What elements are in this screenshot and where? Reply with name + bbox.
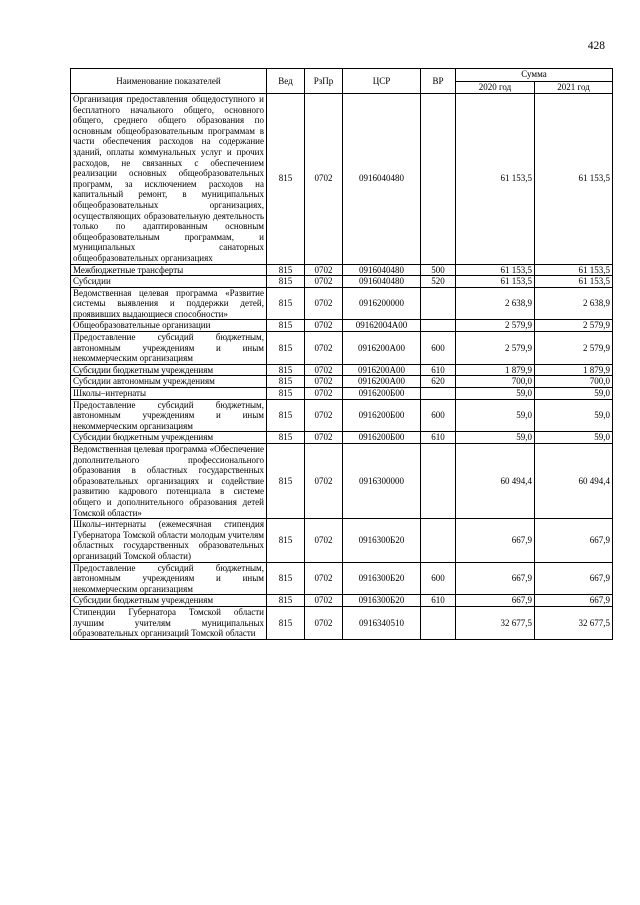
- table-row: [71, 388, 613, 400]
- row-ved: 815: [267, 519, 305, 562]
- row-rzpr: 0702: [305, 320, 343, 332]
- row-ved: 815: [267, 595, 305, 607]
- table-row: [71, 264, 613, 276]
- table-row: [71, 364, 613, 376]
- row-name: Субсидии автономным учреждениям: [71, 376, 267, 388]
- row-csr: 0916340510: [343, 606, 421, 639]
- row-sum-2021: 667,9: [535, 519, 613, 562]
- row-rzpr: 0702: [305, 287, 343, 320]
- row-vr: [421, 287, 456, 320]
- table-row: [71, 287, 613, 320]
- header-sum: Сумма: [456, 69, 613, 82]
- row-sum-2020: 667,9: [456, 595, 535, 607]
- table-row: [71, 376, 613, 388]
- row-sum-2020: 700,0: [456, 376, 535, 388]
- row-vr: [421, 320, 456, 332]
- row-sum-2021: 59,0: [535, 399, 613, 432]
- budget-table: [70, 68, 613, 640]
- row-ved: 815: [267, 287, 305, 320]
- row-ved: 815: [267, 388, 305, 400]
- row-csr: 0916200А00: [343, 376, 421, 388]
- row-rzpr: 0702: [305, 276, 343, 288]
- row-sum-2021: 60 494,4: [535, 444, 613, 519]
- row-name: Школы–интернаты: [71, 388, 267, 400]
- row-vr: 600: [421, 399, 456, 432]
- header-name: Наименование показателей: [71, 69, 267, 94]
- table-row: [71, 562, 613, 595]
- table-row: [71, 606, 613, 639]
- header-2021: 2021 год: [535, 81, 613, 94]
- row-ved: 815: [267, 562, 305, 595]
- row-sum-2021: 61 153,5: [535, 264, 613, 276]
- row-rzpr: 0702: [305, 364, 343, 376]
- row-csr: 0916040480: [343, 264, 421, 276]
- header-2020: 2020 год: [456, 81, 535, 94]
- row-sum-2021: 59,0: [535, 432, 613, 444]
- table-body: [71, 94, 613, 640]
- row-ved: 815: [267, 332, 305, 365]
- row-sum-2020: 61 153,5: [456, 276, 535, 288]
- row-ved: 815: [267, 606, 305, 639]
- row-rzpr: 0702: [305, 562, 343, 595]
- row-vr: [421, 519, 456, 562]
- row-name: Организация предоставления общедоступного и бесплатного начального общего, основного общего, среднего общего образования по основным общеобразовательным программам в части обеспечения расходов на содержание зданий, оплаты коммунальных услуг и прочих расходов, не связанных с обеспечением реализации основных общеобразовательных программ, за исключением расходов на капитальный ремонт, в муниципальных общеобразовательных организациях, осуществляющих образовательную деятельность только по адаптированным основным общеобразовательным программам, и муниципальных санаторных общеобразовательных организациях: [71, 94, 267, 265]
- row-vr: 610: [421, 364, 456, 376]
- row-csr: 0916040480: [343, 276, 421, 288]
- row-csr: 0916200Б00: [343, 399, 421, 432]
- row-sum-2020: 2 579,9: [456, 332, 535, 365]
- row-csr: 0916300Б20: [343, 519, 421, 562]
- row-sum-2020: 667,9: [456, 562, 535, 595]
- row-sum-2021: 1 879,9: [535, 364, 613, 376]
- row-sum-2021: 61 153,5: [535, 276, 613, 288]
- row-vr: 610: [421, 432, 456, 444]
- row-ved: 815: [267, 399, 305, 432]
- table-row: [71, 399, 613, 432]
- row-sum-2021: 32 677,5: [535, 606, 613, 639]
- row-name: Предоставление субсидий бюджетным, автономным учреждениям и иным некоммерческим организациям: [71, 562, 267, 595]
- row-vr: 610: [421, 595, 456, 607]
- row-rzpr: 0702: [305, 399, 343, 432]
- row-sum-2020: 2 579,9: [456, 320, 535, 332]
- row-vr: 620: [421, 376, 456, 388]
- row-sum-2020: 2 638,9: [456, 287, 535, 320]
- table-row: [71, 444, 613, 519]
- row-ved: 815: [267, 94, 305, 265]
- header-csr: ЦСР: [343, 69, 421, 94]
- row-name: Субсидии бюджетным учреждениям: [71, 364, 267, 376]
- row-sum-2020: 59,0: [456, 432, 535, 444]
- row-ved: 815: [267, 444, 305, 519]
- table-header: [71, 69, 613, 94]
- row-sum-2020: 667,9: [456, 519, 535, 562]
- header-vr: ВР: [421, 69, 456, 94]
- row-csr: 0916200А00: [343, 364, 421, 376]
- row-sum-2020: 59,0: [456, 388, 535, 400]
- row-name: Ведомственная целевая программа «Обеспечение дополнительного профессионального образования в областных государственных образовательных организациях и содействие развитию кадрового потенциала в системе общего и дополнительного образования детей Томской области»: [71, 444, 267, 519]
- row-sum-2021: 2 579,9: [535, 332, 613, 365]
- row-name: Предоставление субсидий бюджетным, автономным учреждениям и иным некоммерческим организациям: [71, 399, 267, 432]
- row-ved: 815: [267, 432, 305, 444]
- row-vr: 600: [421, 332, 456, 365]
- row-name: Ведомственная целевая программа «Развитие системы выявления и поддержки детей, проявивших выдающиеся способности»: [71, 287, 267, 320]
- row-rzpr: 0702: [305, 595, 343, 607]
- table-row: [71, 595, 613, 607]
- row-csr: 0916300Б20: [343, 595, 421, 607]
- table-row: [71, 332, 613, 365]
- row-csr: 0916200Б00: [343, 432, 421, 444]
- row-rzpr: 0702: [305, 606, 343, 639]
- row-csr: 0916200Б00: [343, 388, 421, 400]
- table-row: [71, 432, 613, 444]
- row-rzpr: 0702: [305, 388, 343, 400]
- row-csr: 0916300Б20: [343, 562, 421, 595]
- row-csr: 0916200000: [343, 287, 421, 320]
- row-ved: 815: [267, 264, 305, 276]
- row-rzpr: 0702: [305, 264, 343, 276]
- row-sum-2020: 60 494,4: [456, 444, 535, 519]
- row-csr: 0916040480: [343, 94, 421, 265]
- row-sum-2021: 667,9: [535, 595, 613, 607]
- row-name: Общеобразовательные организации: [71, 320, 267, 332]
- row-sum-2020: 32 677,5: [456, 606, 535, 639]
- row-sum-2020: 59,0: [456, 399, 535, 432]
- table-row: [71, 94, 613, 265]
- row-sum-2020: 61 153,5: [456, 264, 535, 276]
- page-number: 428: [587, 40, 605, 52]
- row-rzpr: 0702: [305, 94, 343, 265]
- row-sum-2021: 2 579,9: [535, 320, 613, 332]
- row-rzpr: 0702: [305, 376, 343, 388]
- row-csr: 09162004А00: [343, 320, 421, 332]
- row-rzpr: 0702: [305, 519, 343, 562]
- row-sum-2021: 700,0: [535, 376, 613, 388]
- row-csr: 0916300000: [343, 444, 421, 519]
- row-name: Субсидии бюджетным учреждениям: [71, 432, 267, 444]
- row-vr: [421, 388, 456, 400]
- table-row: [71, 276, 613, 288]
- row-sum-2020: 61 153,5: [456, 94, 535, 265]
- header-rzpr: РзПр: [305, 69, 343, 94]
- row-vr: 500: [421, 264, 456, 276]
- row-vr: [421, 94, 456, 265]
- row-sum-2021: 2 638,9: [535, 287, 613, 320]
- row-vr: 600: [421, 562, 456, 595]
- row-name: Субсидии бюджетным учреждениям: [71, 595, 267, 607]
- row-ved: 815: [267, 376, 305, 388]
- row-vr: [421, 606, 456, 639]
- row-name: Межбюджетные трансферты: [71, 264, 267, 276]
- row-ved: 815: [267, 276, 305, 288]
- table-row: [71, 519, 613, 562]
- header-ved: Вед: [267, 69, 305, 94]
- row-vr: [421, 444, 456, 519]
- row-rzpr: 0702: [305, 332, 343, 365]
- row-rzpr: 0702: [305, 432, 343, 444]
- row-ved: 815: [267, 320, 305, 332]
- row-sum-2021: 59,0: [535, 388, 613, 400]
- row-ved: 815: [267, 364, 305, 376]
- table-row: [71, 320, 613, 332]
- row-sum-2021: 61 153,5: [535, 94, 613, 265]
- row-sum-2020: 1 879,9: [456, 364, 535, 376]
- row-vr: 520: [421, 276, 456, 288]
- row-sum-2021: 667,9: [535, 562, 613, 595]
- row-name: Субсидии: [71, 276, 267, 288]
- row-name: Предоставление субсидий бюджетным, автономным учреждениям и иным некоммерческим организациям: [71, 332, 267, 365]
- row-name: Стипендии Губернатора Томской области лучшим учителям муниципальных образовательных организаций Томской области: [71, 606, 267, 639]
- row-name: Школы–интернаты (ежемесячная стипендия Губернатора Томской области молодым учителям областных государственных образовательных организаций Томской области): [71, 519, 267, 562]
- row-rzpr: 0702: [305, 444, 343, 519]
- row-csr: 0916200А00: [343, 332, 421, 365]
